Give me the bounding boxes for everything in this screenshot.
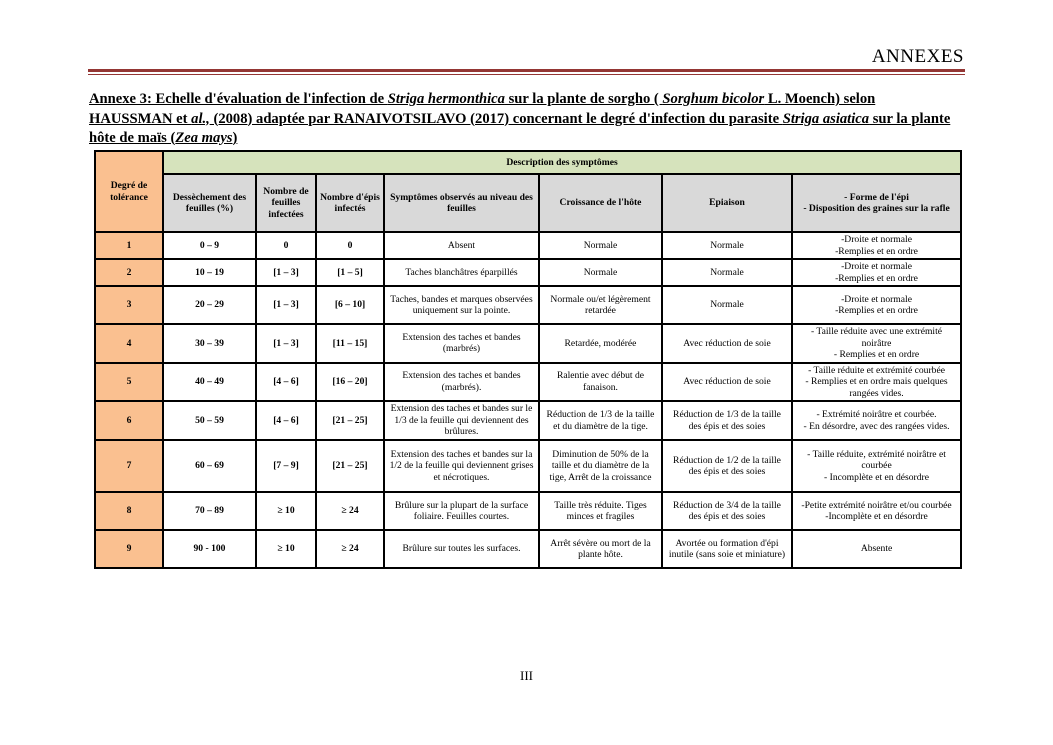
cell-croissance: Normale ou/et légèrement retardée (539, 286, 662, 324)
cell-forme (792, 530, 961, 568)
cell-croissance: Retardée, modérée (539, 324, 662, 363)
cell-epiaison: Avec réduction de soie (662, 363, 792, 402)
table-row (95, 286, 961, 324)
cell-forme (792, 492, 961, 530)
cell-degre: 9 (95, 530, 163, 568)
cell-dessechement: 60 – 69 (163, 440, 256, 492)
cell-symptomes: Brûlure sur la plupart de la surface foliaire. Feuilles courtes. (384, 492, 539, 530)
cell-epiaison: Avortée ou formation d'épi inutile (sans soie et miniature) (662, 530, 792, 568)
table-row (95, 530, 961, 568)
table-row (95, 363, 961, 402)
header-epiaison: Epiaison (662, 174, 792, 232)
cell-symptomes: Brûlure sur toutes les surfaces. (384, 530, 539, 568)
header-symptomes: Symptômes observés au niveau des feuilles (384, 174, 539, 232)
cell-symptomes: Taches, bandes et marques observées uniquement sur la pointe. (384, 286, 539, 324)
cell-forme (792, 401, 961, 440)
cell-dessechement: 20 – 29 (163, 286, 256, 324)
cell-nb-feuilles: ≥ 10 (256, 492, 316, 530)
cell-forme-line: - Incomplète et en désordre (824, 471, 929, 483)
cell-nb-feuilles: [4 – 6] (256, 363, 316, 402)
cell-forme-line: - Remplies et en ordre mais quelques rangées vides. (805, 376, 948, 399)
cell-nb-epis: [11 – 15] (316, 324, 384, 363)
header-nb-epis: Nombre d'épis infectés (316, 174, 384, 232)
header-forme-epi (792, 174, 961, 232)
cell-forme (792, 440, 961, 492)
cell-epiaison: Réduction de 3/4 de la taille des épis et des soies (662, 492, 792, 530)
header-croissance: Croissance de l'hôte (539, 174, 662, 232)
caption-text: L. Moench) selon HAUSSMAN et (89, 91, 876, 127)
cell-forme (792, 259, 961, 286)
cell-forme-line: Absente (860, 543, 893, 555)
caption-text: ) (232, 130, 238, 146)
cell-forme-line: -Droite et normale (841, 261, 912, 272)
cell-nb-feuilles: ≥ 10 (256, 530, 316, 568)
cell-dessechement: 70 – 89 (163, 492, 256, 530)
header-rule-thick (88, 69, 965, 72)
cell-nb-epis: ≥ 24 (316, 530, 384, 568)
cell-nb-feuilles: [4 – 6] (256, 401, 316, 440)
caption-italic: al., (191, 110, 210, 127)
cell-dessechement: 10 – 19 (163, 259, 256, 286)
infection-scale-table (94, 150, 962, 569)
caption-italic: Sorghum bicolor (662, 91, 765, 107)
cell-degre: 7 (95, 440, 163, 492)
header-degre: Degré de tolérance (95, 151, 163, 232)
cell-epiaison: Normale (662, 232, 792, 259)
cell-degre: 4 (95, 324, 163, 363)
cell-forme (792, 232, 961, 259)
header-forme-line: - Forme de l'épi (844, 191, 909, 203)
table-row (95, 440, 961, 492)
cell-forme-line: - Taille réduite, extrémité noirâtre et courbée (807, 448, 946, 472)
cell-degre: 5 (95, 363, 163, 402)
header-forme-line: - Disposition des graines sur la rafle (803, 203, 950, 214)
cell-nb-feuilles: [1 – 3] (256, 324, 316, 363)
cell-nb-epis: [1 – 5] (316, 259, 384, 286)
annex-caption (89, 90, 959, 149)
cell-dessechement: 90 - 100 (163, 530, 256, 568)
cell-nb-epis: [21 – 25] (316, 401, 384, 440)
caption-italic: Striga asiatica (782, 110, 870, 127)
cell-epiaison: Normale (662, 286, 792, 324)
cell-degre: 6 (95, 401, 163, 440)
cell-symptomes: Extension des taches et bandes (marbrés). (384, 363, 539, 402)
table-row (95, 492, 961, 530)
cell-dessechement: 0 – 9 (163, 232, 256, 259)
cell-symptomes: Extension des taches et bandes sur le 1/3 de la feuille qui deviennent des brûlures. (384, 401, 539, 440)
table-row (95, 259, 961, 286)
cell-forme (792, 363, 961, 402)
cell-dessechement: 50 – 59 (163, 401, 256, 440)
table-row (95, 401, 961, 440)
cell-epiaison: Réduction de 1/3 de la taille des épis et des soies (662, 401, 792, 440)
cell-symptomes: Extension des taches et bandes (marbrés) (384, 324, 539, 363)
cell-symptomes: Absent (384, 232, 539, 259)
cell-epiaison: Normale (662, 259, 792, 286)
cell-symptomes: Taches blanchâtres éparpillés (384, 259, 539, 286)
cell-symptomes: Extension des taches et bandes sur la 1/2 de la feuille qui deviennent grises et nécrotiques. (384, 440, 539, 492)
cell-epiaison: Avec réduction de soie (662, 324, 792, 363)
cell-nb-feuilles: [1 – 3] (256, 259, 316, 286)
cell-degre: 8 (95, 492, 163, 530)
cell-croissance: Normale (539, 259, 662, 286)
cell-croissance: Ralentie avec début de fanaison. (539, 363, 662, 402)
header-dessechement: Dessèchement des feuilles (%) (163, 174, 256, 232)
cell-forme-line: -Incomplète et en désordre (825, 511, 928, 522)
cell-forme-line: -Remplies et en ordre (835, 272, 918, 284)
cell-degre: 2 (95, 259, 163, 286)
cell-croissance: Taille très réduite. Tiges minces et fragiles (539, 492, 662, 530)
cell-forme-line: - Taille réduite avec une extrémité noirâtre (811, 326, 943, 349)
cell-forme-line: -Droite et normale (841, 293, 912, 305)
caption-italic: Zea mays (175, 130, 233, 146)
caption-text: sur la plante hôte de maïs ( (89, 110, 951, 146)
cell-degre: 3 (95, 286, 163, 324)
cell-croissance: Arrêt sévère ou mort de la plante hôte. (539, 530, 662, 568)
cell-dessechement: 30 – 39 (163, 324, 256, 363)
cell-forme-line: -Remplies et en ordre (835, 245, 918, 257)
table-row (95, 232, 961, 259)
header-description-band: Description des symptômes (163, 151, 961, 174)
cell-nb-feuilles: [7 – 9] (256, 440, 316, 492)
cell-nb-feuilles: 0 (256, 232, 316, 259)
cell-nb-epis: ≥ 24 (316, 492, 384, 530)
cell-nb-feuilles: [1 – 3] (256, 286, 316, 324)
cell-forme (792, 286, 961, 324)
cell-forme-line: -Droite et normale (841, 234, 912, 245)
caption-text: (2008) adaptée par RANAIVOTSILAVO (2017) concernant le degré d'infection du parasite (209, 110, 783, 127)
cell-forme-line: - En désordre, avec des rangées vides. (803, 420, 950, 432)
cell-forme-line: - Taille réduite et extrémité courbée (808, 364, 945, 376)
cell-nb-epis: [21 – 25] (316, 440, 384, 492)
table-row (95, 324, 961, 363)
cell-croissance: Normale (539, 232, 662, 259)
cell-epiaison: Réduction de 1/2 de la taille des épis et des soies (662, 440, 792, 492)
caption-italic: Striga hermonthica (387, 91, 505, 107)
cell-forme (792, 324, 961, 363)
page-header-title: ANNEXES (871, 46, 964, 67)
cell-forme-line: - Remplies et en ordre (833, 349, 920, 360)
header-nb-feuilles: Nombre de feuilles infectées (256, 174, 316, 232)
cell-degre: 1 (95, 232, 163, 259)
cell-croissance: Réduction de 1/3 de la taille et du diamètre de la tige. (539, 401, 662, 440)
caption-text: sur la plante de sorgho ( (504, 91, 663, 107)
caption-text: Annexe 3: Echelle d'évaluation de l'infection de (89, 91, 388, 107)
header-rule-thin (88, 74, 965, 75)
cell-croissance: Diminution de 50% de la taille et du diamètre de la tige, Arrêt de la croissance (539, 440, 662, 492)
cell-nb-epis: [6 – 10] (316, 286, 384, 324)
cell-dessechement: 40 – 49 (163, 363, 256, 402)
cell-forme-line: -Petite extrémité noirâtre et/ou courbée (801, 499, 952, 511)
cell-forme-line: - Extrémité noirâtre et courbée. (816, 409, 937, 420)
cell-nb-epis: 0 (316, 232, 384, 259)
cell-forme-line: -Remplies et en ordre (835, 305, 918, 316)
cell-nb-epis: [16 – 20] (316, 363, 384, 402)
page-number: III (520, 668, 533, 683)
